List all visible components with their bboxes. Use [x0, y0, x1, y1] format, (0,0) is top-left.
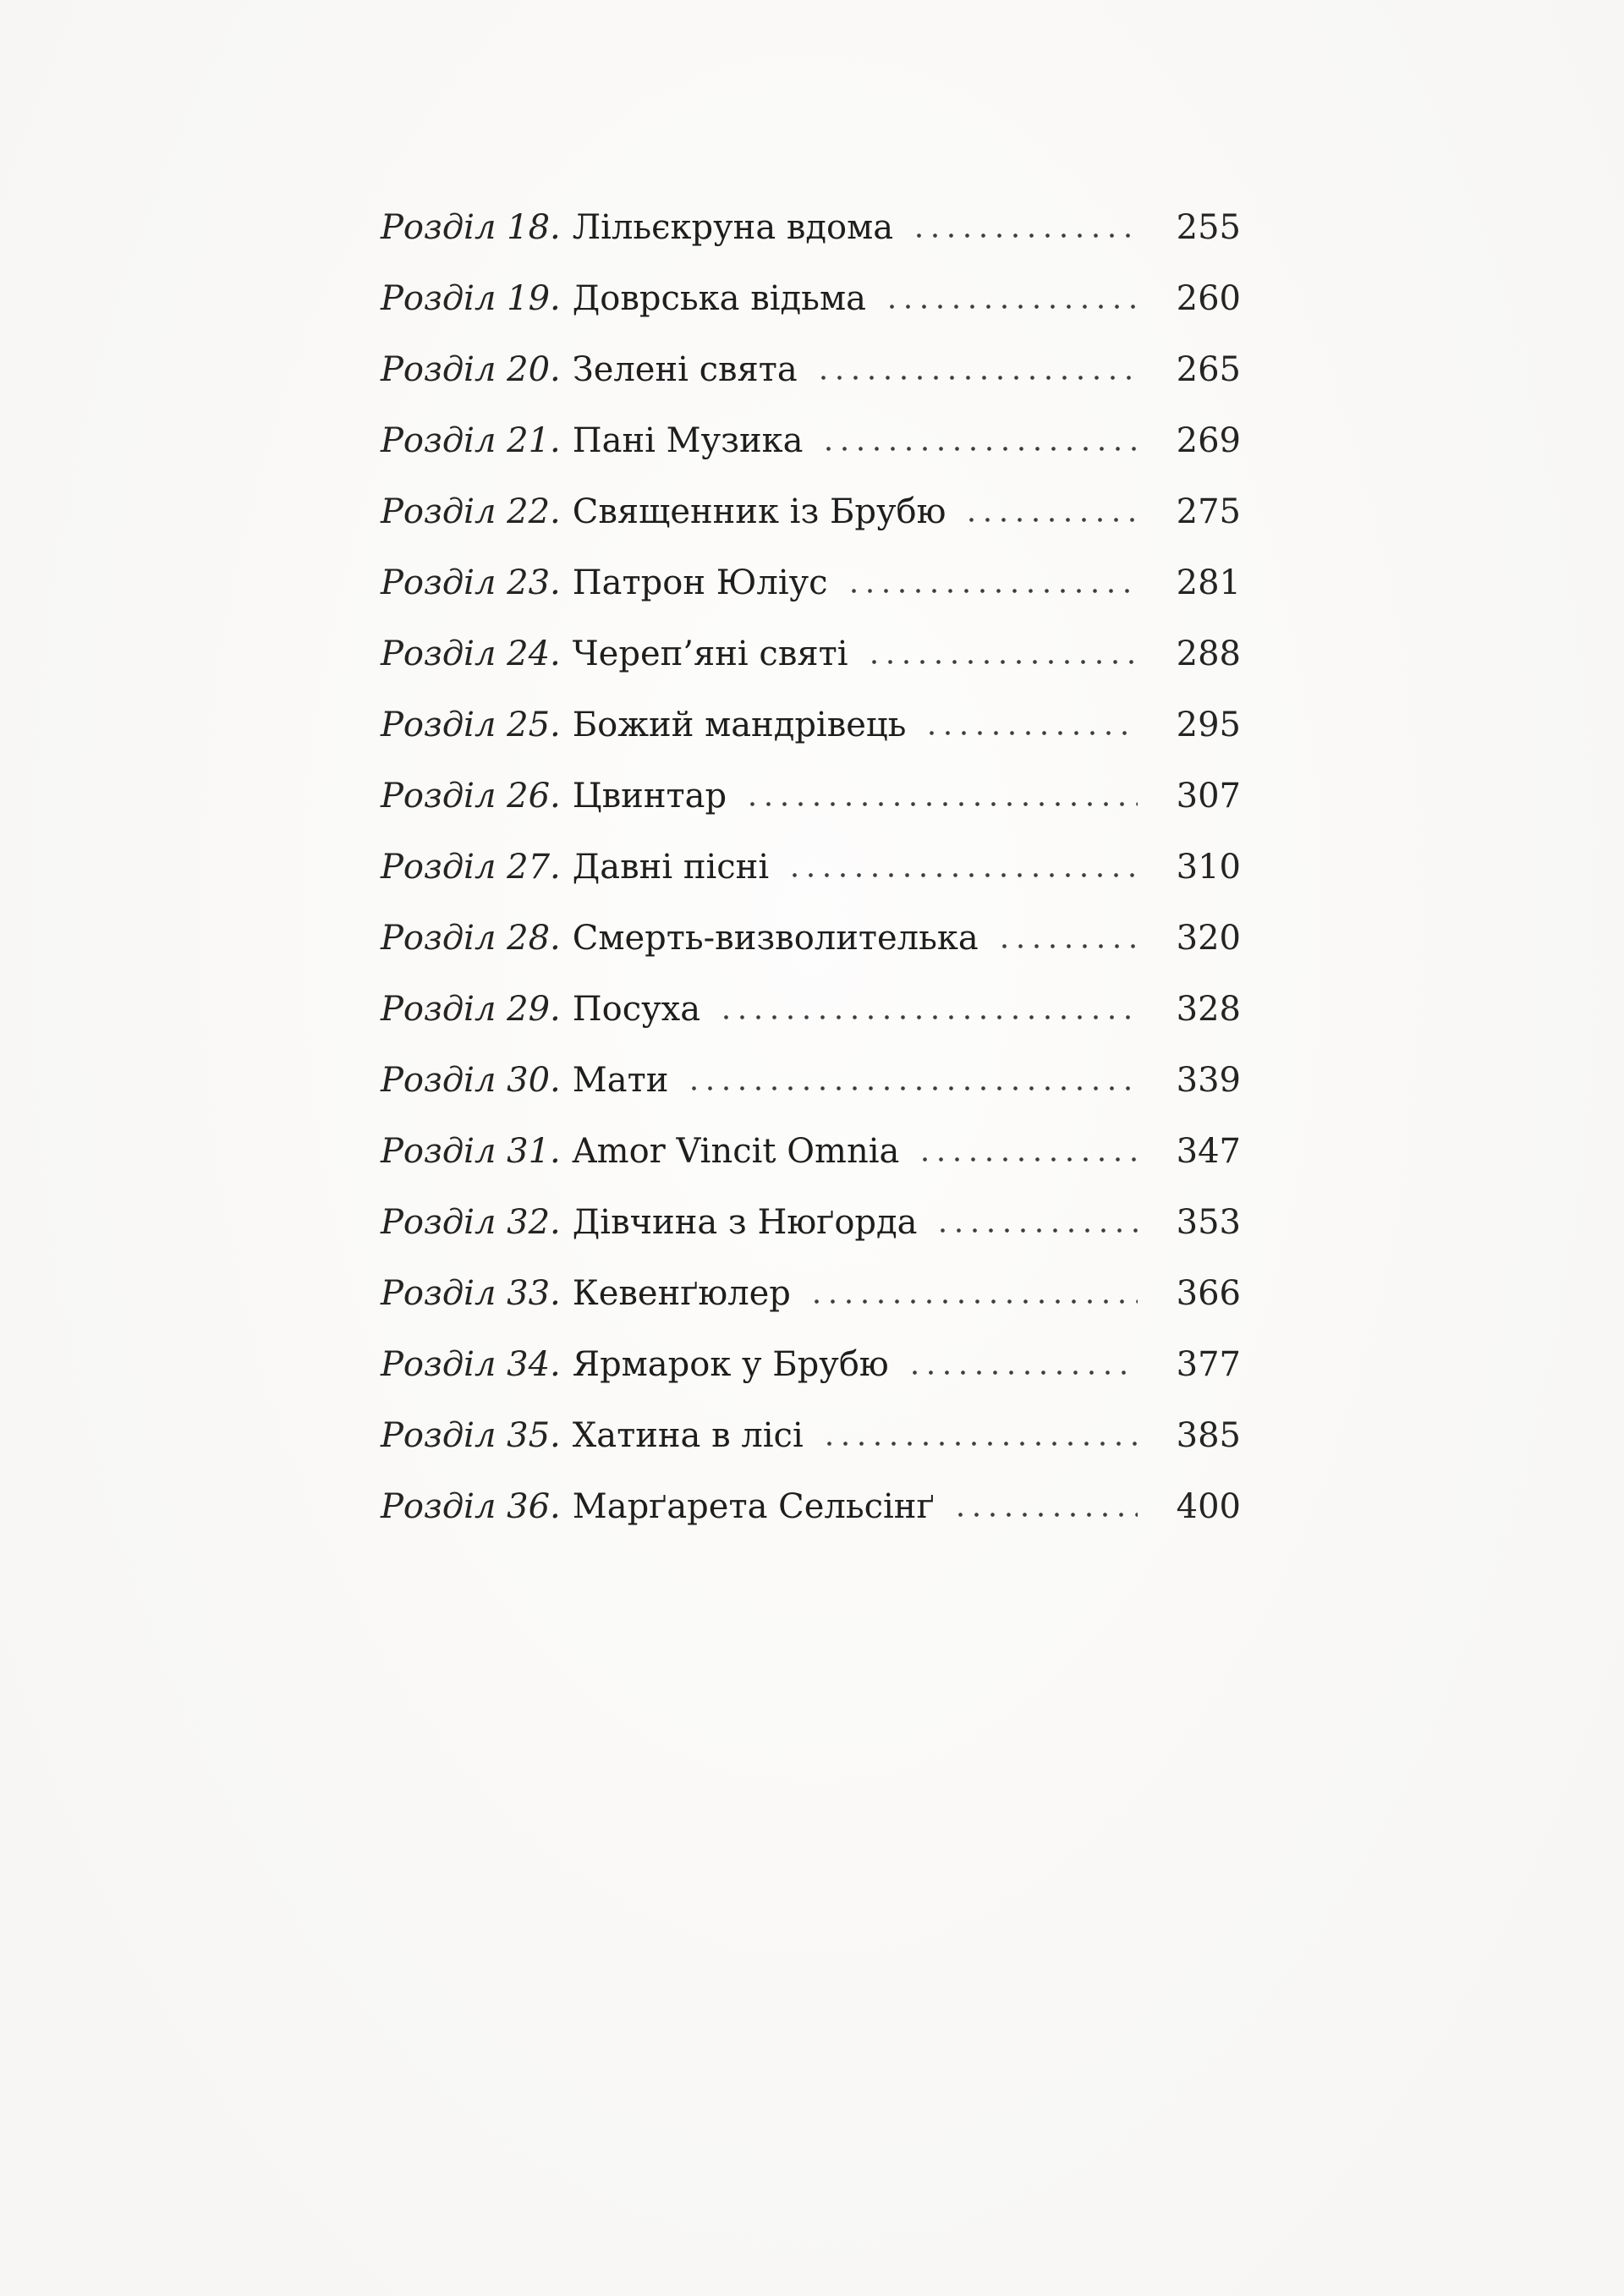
toc-entry-title: Ярмарок у Брубю	[572, 1345, 889, 1384]
dotted-leader	[750, 761, 1138, 832]
dotted-leader	[872, 618, 1138, 689]
toc-entry-chapter-label: Розділ 29.	[381, 990, 561, 1029]
toc-entry-page-number: 265	[1176, 350, 1241, 389]
toc-entry	[381, 1329, 1241, 1400]
toc-entry-page-number: 366	[1176, 1274, 1241, 1313]
toc-entry	[381, 476, 1241, 547]
table-of-contents	[381, 192, 1241, 1542]
toc-entry-page-number: 288	[1176, 634, 1241, 673]
dotted-leader	[793, 832, 1138, 903]
toc-entry-chapter-label: Розділ 26.	[381, 777, 561, 816]
toc-entry-title: Кевенґюлер	[572, 1274, 791, 1313]
toc-entry-page-number: 377	[1176, 1345, 1241, 1384]
toc-entry-chapter-label: Розділ 19.	[381, 279, 561, 318]
dotted-leader	[692, 1045, 1138, 1116]
toc-entry-title: Цвинтар	[572, 777, 727, 816]
toc-entry-page-number: 400	[1176, 1487, 1241, 1526]
toc-entry-page-number: 320	[1176, 919, 1241, 958]
toc-entry-page-number: 353	[1176, 1203, 1241, 1242]
toc-entry-title: Amor Vincit Omnia	[572, 1132, 900, 1171]
toc-entry	[381, 974, 1241, 1045]
toc-entry-page-number: 328	[1176, 990, 1241, 1029]
toc-entry	[381, 689, 1241, 761]
toc-entry-page-number: 385	[1176, 1416, 1241, 1455]
dotted-leader	[941, 1187, 1138, 1258]
toc-entry-page-number: 269	[1176, 421, 1241, 460]
toc-entry-page-number: 281	[1176, 563, 1241, 602]
toc-entry-page-number: 275	[1176, 492, 1241, 531]
dotted-leader	[917, 192, 1138, 263]
toc-entry-page-number: 295	[1176, 706, 1241, 744]
toc-entry-chapter-label: Розділ 20.	[381, 350, 561, 389]
toc-entry	[381, 1187, 1241, 1258]
toc-entry	[381, 618, 1241, 689]
dotted-leader	[826, 405, 1138, 476]
toc-entry-title: Священник із Брубю	[572, 492, 946, 531]
toc-entry-chapter-label: Розділ 21.	[381, 421, 561, 460]
toc-entry-chapter-label: Розділ 27.	[381, 848, 561, 887]
toc-entry-page-number: 307	[1176, 777, 1241, 816]
toc-entry-title: Доврська відьма	[572, 279, 866, 318]
dotted-leader	[890, 263, 1138, 334]
toc-entry-page-number: 255	[1176, 208, 1241, 247]
toc-entry-chapter-label: Розділ 18.	[381, 208, 561, 247]
toc-entry	[381, 1116, 1241, 1187]
toc-entry	[381, 832, 1241, 903]
dotted-leader	[913, 1329, 1138, 1400]
toc-entry-title: Смерть-визволителька	[572, 919, 979, 958]
toc-entry-chapter-label: Розділ 32.	[381, 1203, 561, 1242]
dotted-leader	[1002, 903, 1138, 974]
toc-entry-chapter-label: Розділ 23.	[381, 563, 561, 602]
toc-entry-title: Божий мандрівець	[572, 706, 907, 744]
toc-entry-chapter-label: Розділ 36.	[381, 1487, 561, 1526]
toc-entry-chapter-label: Розділ 25.	[381, 706, 561, 744]
toc-entry-chapter-label: Розділ 31.	[381, 1132, 561, 1171]
toc-entry-chapter-label: Розділ 33.	[381, 1274, 561, 1313]
toc-entry-title: Зелені свята	[572, 350, 798, 389]
toc-entry-chapter-label: Розділ 22.	[381, 492, 561, 531]
toc-entry	[381, 547, 1241, 618]
toc-entry	[381, 1258, 1241, 1329]
toc-entry	[381, 192, 1241, 263]
toc-entry	[381, 903, 1241, 974]
toc-entry-title: Марґарета Сельсінґ	[572, 1487, 935, 1526]
toc-entry-title: Патрон Юліус	[572, 563, 828, 602]
dotted-leader	[969, 476, 1138, 547]
toc-entry-chapter-label: Розділ 24.	[381, 634, 561, 673]
toc-entry-title: Хатина в лісі	[572, 1416, 804, 1455]
toc-entry-title: Пані Музика	[572, 421, 804, 460]
toc-entry-chapter-label: Розділ 35.	[381, 1416, 561, 1455]
toc-entry	[381, 1045, 1241, 1116]
dotted-leader	[958, 1471, 1138, 1542]
dotted-leader	[827, 1400, 1138, 1471]
dotted-leader	[923, 1116, 1138, 1187]
toc-entry-page-number: 310	[1176, 848, 1241, 887]
toc-entry-chapter-label: Розділ 30.	[381, 1061, 561, 1100]
toc-entry-title: Мати	[572, 1061, 669, 1100]
dotted-leader	[852, 547, 1138, 618]
toc-entry-title: Посуха	[572, 990, 701, 1029]
toc-entry-title: Дівчина з Нюґорда	[572, 1203, 918, 1242]
toc-entry	[381, 405, 1241, 476]
toc-entry	[381, 1471, 1241, 1542]
dotted-leader	[815, 1258, 1138, 1329]
toc-entry	[381, 334, 1241, 405]
dotted-leader	[724, 974, 1138, 1045]
toc-entry-page-number: 339	[1176, 1061, 1241, 1100]
toc-entry-title: Череп’яні святі	[572, 634, 848, 673]
toc-entry	[381, 1400, 1241, 1471]
toc-entry	[381, 263, 1241, 334]
toc-entry-title: Давні пісні	[572, 848, 770, 887]
dotted-leader	[930, 689, 1138, 761]
toc-entry-chapter-label: Розділ 28.	[381, 919, 561, 958]
toc-entry	[381, 761, 1241, 832]
dotted-leader	[821, 334, 1138, 405]
toc-entry-chapter-label: Розділ 34.	[381, 1345, 561, 1384]
toc-entry-page-number: 260	[1176, 279, 1241, 318]
toc-entry-page-number: 347	[1176, 1132, 1241, 1171]
toc-entry-title: Лільєкруна вдома	[572, 208, 894, 247]
